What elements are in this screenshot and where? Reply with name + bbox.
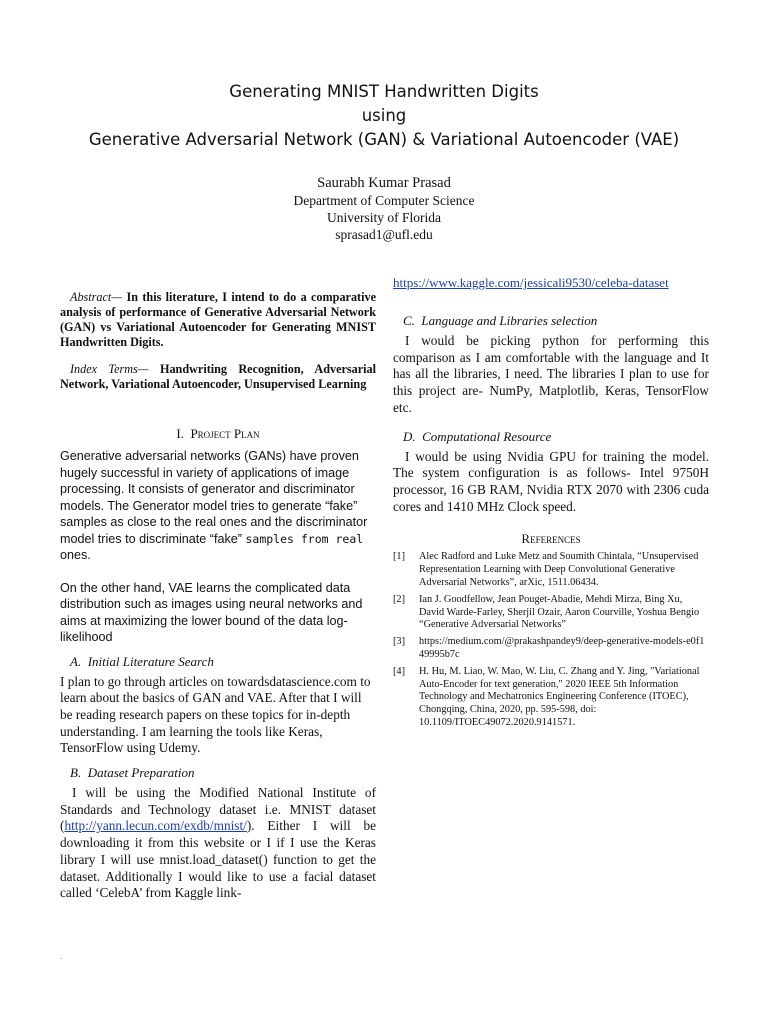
left-column bbox=[60, 290, 376, 902]
title-line-1: Generating MNIST Handwritten Digits bbox=[229, 82, 539, 101]
subsection-b-text-a: I will be using the Modified National Institute of Standards and Technology dataset i.e. MNIST dataset ( bbox=[60, 785, 376, 834]
index-terms bbox=[60, 362, 376, 392]
author-university: University of Florida bbox=[327, 210, 441, 225]
section-heading bbox=[60, 426, 376, 442]
section-title: Project Plan bbox=[190, 426, 260, 441]
reference-text: H. Hu, M. Liao, W. Mao, W. Liu, C. Zhang and Y. Jing, "Variational Auto-Encoder for text generation," 2020 IEEE 5th Information Technology and Mechatronics Engineering Conference (ITOEC), Chongqing, China, 2020, pp. 595-598, doi: 10.1109/ITOEC49072.2020.9141571. bbox=[419, 665, 700, 728]
section-paragraph-2: On the other hand, VAE learns the complicated data distribution such as images using neural networks and aims at maximizing the lower bound of the data log-likelihood bbox=[60, 580, 363, 644]
subsection-d-text: I would be using Nvidia GPU for training the model. The system configuration is as follows- Intel 9750H processor, 16 GB RAM, Nvidia RTX 2070 with 2306 cuda cores and 1410 MHz Clock speed. bbox=[393, 448, 709, 514]
index-terms-text: Handwriting Recognition, Adversarial Network, Variational Autoencoder, Unsupervised Learning bbox=[60, 362, 377, 391]
subsection-d-heading bbox=[403, 429, 709, 445]
subsection-a-heading bbox=[70, 654, 376, 670]
title-line-2: using bbox=[361, 106, 407, 125]
author-name: Saurabh Kumar Prasad bbox=[317, 175, 451, 191]
subsection-a-label: A. bbox=[70, 653, 82, 669]
subsection-d-title: Computational Resource bbox=[422, 428, 552, 444]
reference-text: https://medium.com/@prakashpandey9/deep-generative-models-e0f149995b7c bbox=[419, 636, 705, 660]
reference-number: [4] bbox=[393, 665, 406, 677]
author-block bbox=[0, 175, 768, 243]
section-paragraph-1 bbox=[60, 448, 376, 564]
subsection-a-text: I plan to go through articles on towardsdatascience.com to learn about the basics of GAN and VAE. After that I will be reading research papers on these topics for in-depth understanding. I am learning the tools like Keras, TensorFlow using Udemy. bbox=[60, 673, 371, 756]
subsection-b-text-b: ). Either I will be downloading it from this website or I if I use the Keras library I will use mnist.load_dataset() function to get the dataset. Additionally I would like to use a facial dataset called ‘CelebA’ from Kaggle link- bbox=[60, 818, 376, 901]
mnist-link[interactable]: http://yann.lecun.com/exdb/mnist/ bbox=[64, 818, 247, 834]
right-column bbox=[393, 275, 709, 730]
subsection-d-label: D. bbox=[403, 428, 416, 444]
section-number: I. bbox=[176, 426, 184, 441]
subsection-c-text: I would be picking python for performing this comparison as I am comfortable with the language and It has all the libraries, I need. The libraries I plan to use for this project are- NumPy, Matplotlib, Keras, TensorFlow etc. bbox=[393, 333, 709, 415]
reference-number: [3] bbox=[393, 636, 406, 648]
subsection-c-title: Language and Libraries selection bbox=[421, 313, 598, 328]
subsection-c-label: C. bbox=[403, 313, 415, 328]
abstract-label: Abstract— bbox=[70, 290, 123, 304]
para1-mono-text: samples from real bbox=[245, 531, 364, 546]
references-heading: References bbox=[521, 531, 581, 547]
kaggle-link[interactable]: https://www.kaggle.com/jessicali9530/celeba-dataset bbox=[393, 275, 669, 290]
subsection-b-title: Dataset Preparation bbox=[87, 765, 195, 781]
abstract bbox=[60, 290, 376, 350]
title-line-3: Generative Adversarial Network (GAN) & Variational Autoencoder (VAE) bbox=[88, 130, 680, 149]
subsection-b-label: B. bbox=[70, 765, 82, 781]
para1-text-a: Generative adversarial networks (GANs) have proven hugely successful in variety of applications of image processing. It consists of generator and discriminator models. The Generator model tries to generate “fake” samples as close to the real ones and the discriminator model tries to discriminate “fake” bbox=[60, 449, 368, 546]
paper-title bbox=[0, 80, 768, 152]
index-terms-label: Index Terms— bbox=[70, 362, 149, 376]
reference-item bbox=[393, 636, 709, 662]
abstract-text: In this literature, I intend to do a comparative analysis of performance of Generative Adversarial Network (GAN) vs Variational Autoencoder for Generating MNIST Handwritten Digits. bbox=[60, 290, 376, 349]
author-department: Department of Computer Science bbox=[293, 193, 475, 208]
reference-item bbox=[393, 594, 709, 632]
author-email: sprasad1@ufl.edu bbox=[335, 227, 433, 242]
para1-text-b: ones. bbox=[60, 548, 91, 562]
subsection-a-title: Initial Literature Search bbox=[87, 653, 214, 669]
footer-mark: . bbox=[60, 952, 62, 961]
subsection-c-heading bbox=[403, 313, 709, 329]
references-list bbox=[393, 551, 709, 729]
subsection-b-heading bbox=[70, 765, 376, 781]
reference-text: Ian J. Goodfellow, Jean Pouget-Abadie, Mehdi Mirza, Bing Xu, David Warde-Farley, Sherjil Ozair, Aaron Courville, Yoshua Bengio “Generative Adversarial Networks” bbox=[419, 593, 700, 631]
reference-item bbox=[393, 666, 709, 730]
subsection-b-text bbox=[60, 785, 376, 902]
reference-text: Alec Radford and Luke Metz and Soumith Chintala, “Unsupervised Representation Learning with Deep Convolutional Generative Adversarial Networks”, arXic, 1511.06434. bbox=[419, 551, 699, 588]
reference-item bbox=[393, 551, 709, 589]
reference-number: [2] bbox=[393, 593, 406, 605]
reference-number: [1] bbox=[393, 551, 406, 563]
kaggle-link-line bbox=[393, 275, 709, 291]
